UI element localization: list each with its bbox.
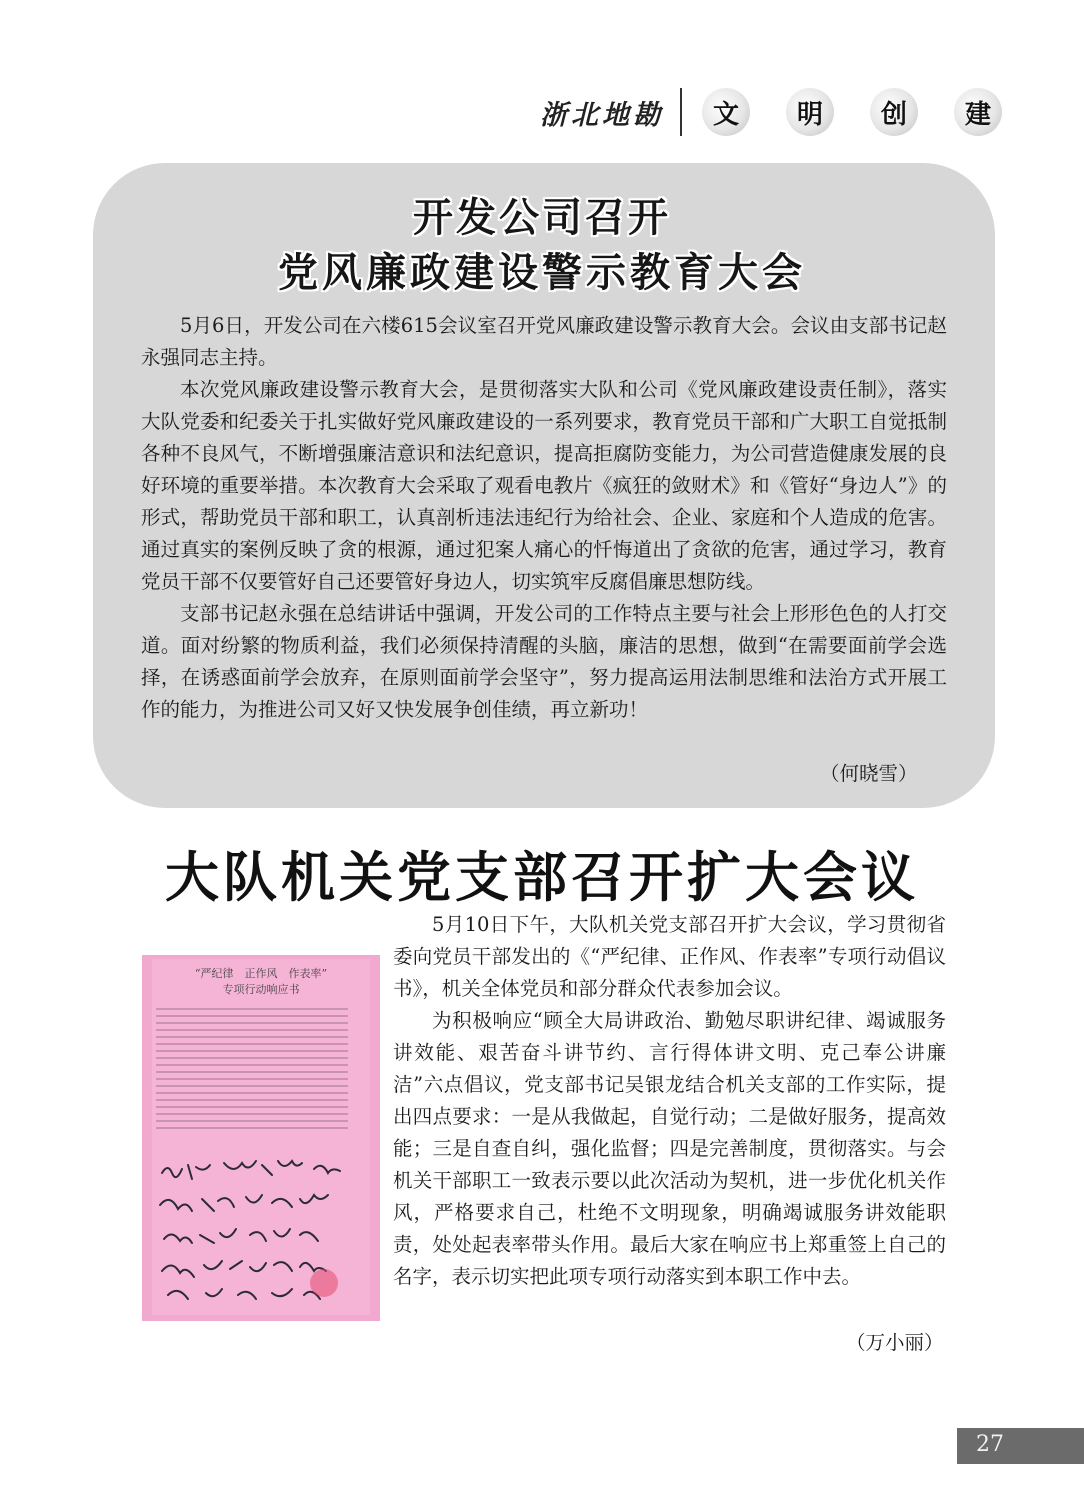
signatures-image [154, 1155, 350, 1305]
section-char: 文 [702, 88, 750, 136]
letter-heading: “严纪律 正作风 作表率” [194, 967, 328, 980]
page-header [540, 86, 1002, 138]
article1-paragraph: 支部书记赵永强在总结讲话中强调，开发公司的工作特点主要与社会上形形色色的人打交道。面对纷繁的物质利益，我们必须保持清醒的头脑，廉洁的思想，做到“在需要面前学会选择，在诱惑面前学会放弃，在原则面前学会坚守”，努力提高运用法制思维和法治方式开展工作的能力，为推进公司又好又快发展争创佳绩，再立新功！ [141, 602, 947, 721]
section-name [682, 88, 1002, 136]
article1-author: （何晓雪） [820, 762, 918, 785]
magazine-brand: 浙北地勘 [540, 99, 664, 131]
section-char: 建 [954, 88, 1002, 136]
article1-paragraph: 5月6日，开发公司在六楼615会议室召开党风廉政建设警示教育大会。会议由支部书记赵永强同志主持。 [141, 314, 947, 369]
section-char: 明 [786, 88, 834, 136]
letter-subheading: 专项行动响应书 [222, 983, 300, 996]
article2-body [393, 909, 946, 1293]
article1-paragraph: 本次党风廉政建设警示教育大会，是贯彻落实大队和公司《党风廉政建设责任制》，落实大队党委和纪委关于扎实做好党风廉政建设的一系列要求，教育党员干部和广大职工自觉抵制各种不良风气，不断增强廉洁意识和法纪意识，提高拒腐防变能力，为公司营造健康发展的良好环境的重要举措。本次教育大会采取了观看电教片《疯狂的敛财术》和《管好“身边人”》的形式，帮助党员干部和职工，认真剖析违法违纪行为给社会、企业、家庭和个人造成的危害。通过真实的案例反映了贪的根源，通过犯案人痛心的忏悔道出了贪欲的危害，通过学习，教育党员干部不仅要管好自己还要管好身边人，切实筑牢反腐倡廉思想防线。 [141, 378, 947, 593]
article2-paragraph: 5月10日下午，大队机关党支部召开扩大会议，学习贯彻省委向党员干部发出的《“严纪律、正作风、作表率”专项行动倡议书》，机关全体党员和部分群众代表参加会议。 [393, 913, 946, 1000]
article2-title: 大队机关党支部召开扩大会议 [165, 846, 919, 909]
page-number: 27 [976, 1432, 1004, 1457]
section-char: 创 [870, 88, 918, 136]
letter-text-lines [156, 1003, 348, 1134]
article2-author: （万小丽） [846, 1331, 944, 1354]
response-letter-photo [142, 955, 380, 1321]
article2-paragraph: 为积极响应“顾全大局讲政治、勤勉尽职讲纪律、竭诚服务讲效能、艰苦奋斗讲节约、言行得体讲文明、克己奉公讲廉洁”六点倡议，党支部书记吴银龙结合机关支部的工作实际，提出四点要求：一是从我做起，自觉行动；二是做好服务，提高效能；三是自查自纠，强化监督；四是完善制度，贯彻落实。与会机关干部职工一致表示要以此次活动为契机，进一步优化机关作风，严格要求自己，杜绝不文明现象，明确竭诚服务讲效能职责，处处起表率带头作用。最后大家在响应书上郑重签上自己的名字，表示切实把此项专项行动落实到本职工作中去。 [393, 1009, 946, 1288]
article1-body [141, 310, 947, 726]
article1-title-line2: 党风廉政建设警示教育大会 [278, 250, 806, 296]
article1-title-line1: 开发公司召开 [413, 195, 671, 241]
